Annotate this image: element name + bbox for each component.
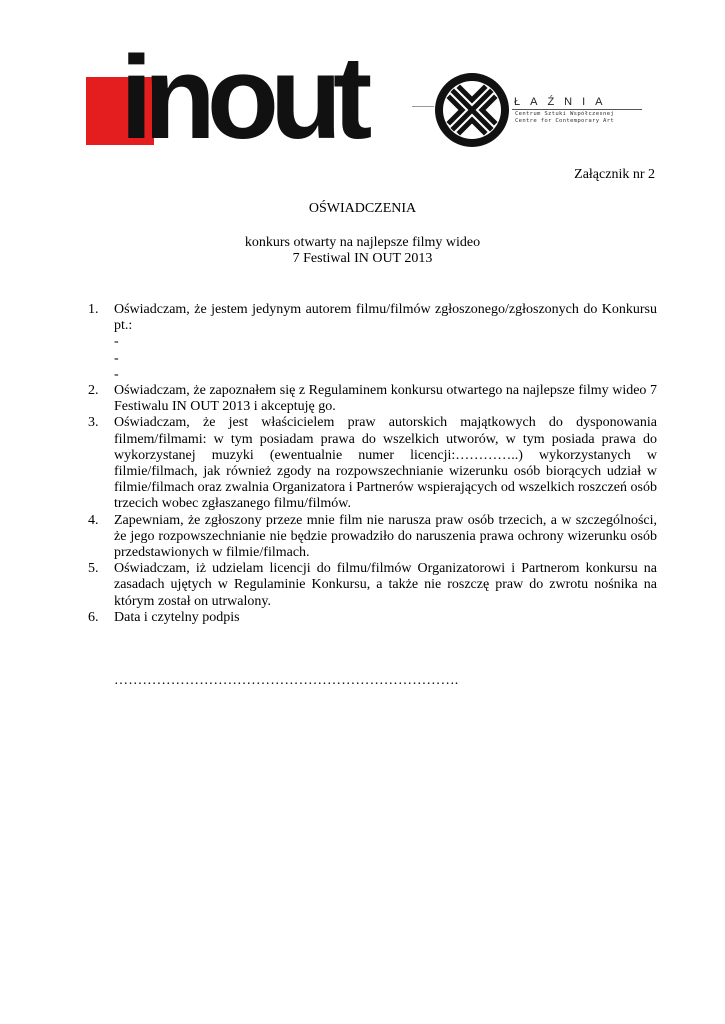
logo-divider	[412, 106, 434, 107]
item-number: 4.	[88, 512, 99, 528]
page-header	[0, 0, 725, 164]
list-item	[88, 383, 657, 415]
item-number: 3.	[88, 415, 99, 431]
item-text: Oświadczam, że zapoznałem się z Regulaminem konkursu otwartego na najlepsze filmy wideo 7 Festiwalu IN OUT 2013 i akceptuję go.	[114, 383, 657, 415]
item-number: 1.	[88, 302, 99, 317]
document-subtitle-2: 7 Festiwal IN OUT 2013	[292, 251, 433, 266]
list-item	[88, 610, 657, 626]
list-item	[88, 302, 657, 383]
item-text: Zapewniam, że zgłoszony przeze mnie film nie narusza praw osób trzecich, a w szczególności, że jego rozpowszechnianie nie będzie prowadziło do naruszenia prawa ochrony wizerunku osób przedstawionych w filmie/filmach.	[114, 512, 657, 561]
signature-line: ……………………………………………………………….	[114, 673, 459, 688]
blank-dash: -	[114, 366, 119, 382]
annex-label: Załącznik nr 2	[574, 167, 655, 182]
document-title: OŚWIADCZENIA	[308, 201, 417, 216]
blank-dash: -	[114, 350, 119, 366]
laznia-subtitle-en: Centre for Contemporary Art	[515, 118, 615, 124]
laznia-subtitle-pl: Centrum Sztuki Współczesnej	[515, 111, 615, 117]
list-item	[88, 561, 657, 610]
laznia-seal-icon	[432, 70, 512, 150]
laznia-subtitle	[515, 111, 614, 125]
item-text: Oświadczam, że jestem jedynym autorem filmu/filmów zgłoszonego/zgłoszonych do Konkursu pt.:	[114, 302, 657, 334]
list-item	[88, 513, 657, 562]
item-number: 2.	[88, 383, 99, 399]
inout-logo: inout	[120, 32, 364, 164]
item-number: 6.	[88, 609, 99, 625]
item-text: Oświadczam, że jest właścicielem praw autorskich majątkowych do dysponowania filmem/filmami: w tym posiadam prawa do wszelkich utworów, w tym posiada prawa do wykorzystanej muzyki (ewentualnie numer licencji:…………..) wykorzystanych w filmie/filmach, jak również zgody na rozpowszechnianie wizerunku osób biorących udział w filmie/filmach oraz zwalnia Organizatora i Partnerów wspierających od wszelkich roszczeń osób trzecich wobec zgłaszanego filmu/filmów.	[114, 415, 657, 512]
item-number: 5.	[88, 561, 99, 577]
blank-dash: -	[114, 334, 119, 350]
laznia-name: ŁAŹNIA	[514, 96, 613, 108]
item-text: Oświadczam, iż udzielam licencji do filmu/filmów Organizatorowi i Partnerom konkursu na zasadach ujętych w Regulaminie Konkursu, a także nie roszczę praw do zwrotu nośnika na którym został on utrwalony.	[114, 561, 657, 609]
list-item	[88, 415, 657, 512]
declarations-list	[88, 302, 657, 626]
laznia-rule	[512, 109, 642, 110]
document-subtitle-1: konkurs otwarty na najlepsze filmy wideo	[244, 235, 481, 250]
item-text: Data i czytelny podpis	[114, 609, 240, 625]
